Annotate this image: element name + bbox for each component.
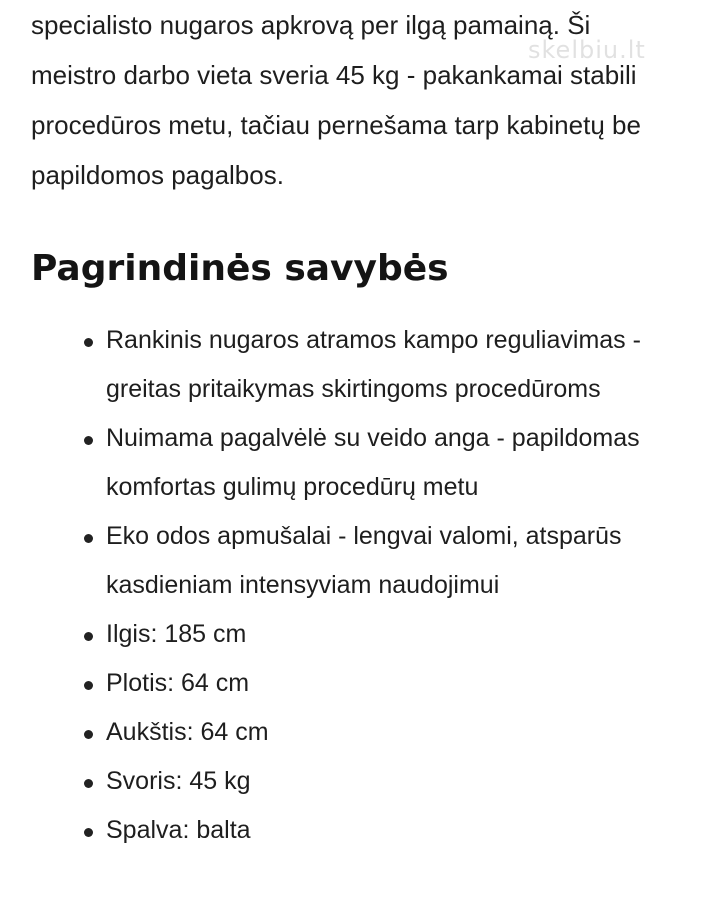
bullet-icon <box>84 534 93 543</box>
list-item-text: Aukštis: 64 cm <box>106 718 269 746</box>
bullet-icon <box>84 779 93 788</box>
list-item <box>0 512 710 610</box>
bullet-icon <box>84 828 93 837</box>
list-item-text: Rankinis nugaros atramos kampo reguliavimas - <box>106 326 641 354</box>
list-item-text: Eko odos apmušalai - lengvai valomi, atsparūs <box>106 522 622 550</box>
section-heading: Pagrindinės savybės <box>31 248 449 289</box>
list-item <box>0 806 710 855</box>
bullet-icon <box>84 436 93 445</box>
bullet-icon <box>84 632 93 641</box>
bullet-icon <box>84 338 93 347</box>
intro-line: meistro darbo vieta sveria 45 kg - pakankamai stabili <box>31 60 637 90</box>
intro-line: papildomos pagalbos. <box>31 160 284 190</box>
intro-line: procedūros metu, tačiau pernešama tarp kabinetų be <box>31 110 641 140</box>
list-item <box>0 708 710 757</box>
list-item-text: Nuimama pagalvėlė su veido anga - papildomas <box>106 424 640 452</box>
features-list <box>0 316 710 855</box>
intro-line: specialisto nugaros apkrovą per ilgą pamainą. Ši <box>31 10 591 40</box>
list-item <box>0 414 710 512</box>
list-item <box>0 757 710 806</box>
list-item-text: Ilgis: 185 cm <box>106 620 247 648</box>
list-item <box>0 610 710 659</box>
list-item-text: greitas pritaikymas skirtingoms procedūroms <box>106 375 601 403</box>
watermark-logo: skelbiu.lt <box>528 36 646 64</box>
list-item-text: kasdieniam intensyviam naudojimui <box>106 571 500 599</box>
list-item-text: Plotis: 64 cm <box>106 669 250 697</box>
list-item <box>0 659 710 708</box>
intro-paragraph <box>31 0 691 200</box>
bullet-icon <box>84 730 93 739</box>
list-item-text: komfortas gulimų procedūrų metu <box>106 473 479 501</box>
list-item <box>0 316 710 414</box>
bullet-icon <box>84 681 93 690</box>
list-item-text: Svoris: 45 kg <box>106 767 251 795</box>
list-item-text: Spalva: balta <box>106 816 251 844</box>
